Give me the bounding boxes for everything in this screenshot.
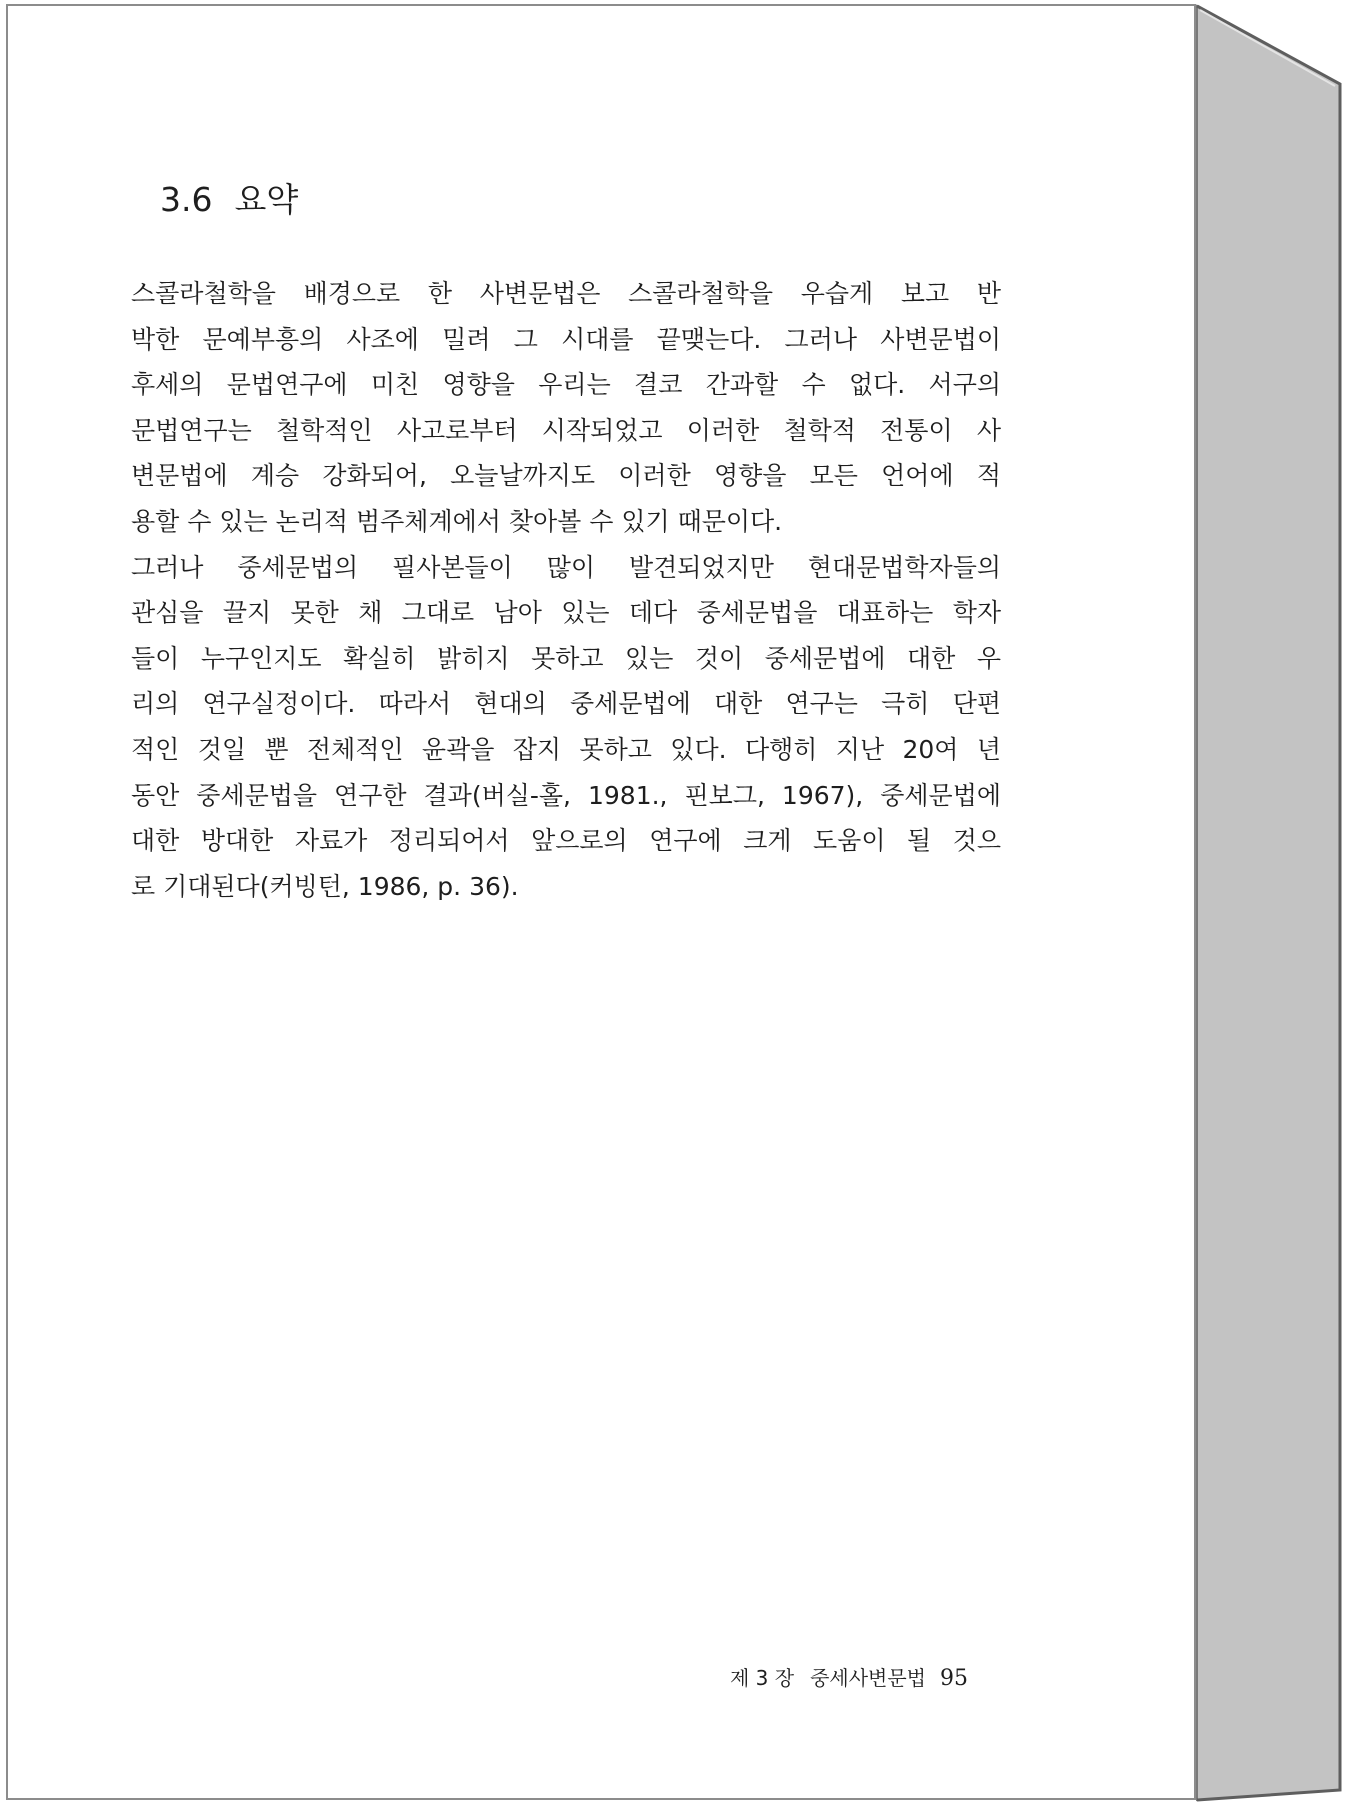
page-number: 95 <box>940 1666 968 1691</box>
text-line: 로 기대된다(커빙턴, 1986, p. 36). <box>131 871 519 901</box>
running-footer <box>730 1662 968 1691</box>
paragraph <box>131 545 1001 910</box>
paragraph <box>131 271 1001 545</box>
text-line: 적인 것일 뿐 전체적인 윤곽을 잡지 못하고 있다. 다행히 지난 20여 년 <box>131 734 1001 764</box>
body-text <box>131 271 1001 909</box>
footer-chapter-title: 중세사변문법 <box>810 1666 926 1690</box>
section-title: 요약 <box>234 180 299 219</box>
text-line: 용할 수 있는 논리적 범주체계에서 찾아볼 수 있기 때문이다. <box>131 506 783 536</box>
text-line: 관심을 끌지 못한 채 그대로 남아 있는 데다 중세문법을 대표하는 학자 <box>131 598 1001 628</box>
text-line: 들이 누구인지도 확실히 밝히지 못하고 있는 것이 중세문법에 대한 우 <box>131 643 1001 673</box>
text-line: 스콜라철학을 배경으로 한 사변문법은 스콜라철학을 우습게 보고 반 <box>131 279 1001 308</box>
text-line: 그러나 중세문법의 필사본들이 많이 발견되었지만 현대문법학자들의 <box>131 552 1001 582</box>
text-line: 리의 연구실정이다. 따라서 현대의 중세문법에 대한 연구는 극히 단편 <box>131 689 1001 719</box>
footer-chapter: 제 3 장 <box>729 1666 795 1690</box>
text-line: 박한 문예부흥의 사조에 밀려 그 시대를 끝맺는다. 그러나 사변문법이 <box>131 324 1001 354</box>
text-line: 동안 중세문법을 연구한 결과(버실-홀, 1981., 핀보그, 1967), 중세문법에 <box>131 780 1001 810</box>
text-line: 문법연구는 철학적인 사고로부터 시작되었고 이러한 철학적 전통이 사 <box>131 415 1001 445</box>
text-line: 대한 방대한 자료가 정리되어서 앞으로의 연구에 크게 도움이 될 것으 <box>131 826 1001 856</box>
text-line: 후세의 문법연구에 미친 영향을 우리는 결코 간과할 수 없다. 서구의 <box>131 370 1001 400</box>
section-number: 3.6 <box>160 180 213 219</box>
text-line: 변문법에 계승 강화되어, 오늘날까지도 이러한 영향을 모든 언어에 적 <box>131 461 1001 491</box>
section-heading <box>160 174 298 221</box>
